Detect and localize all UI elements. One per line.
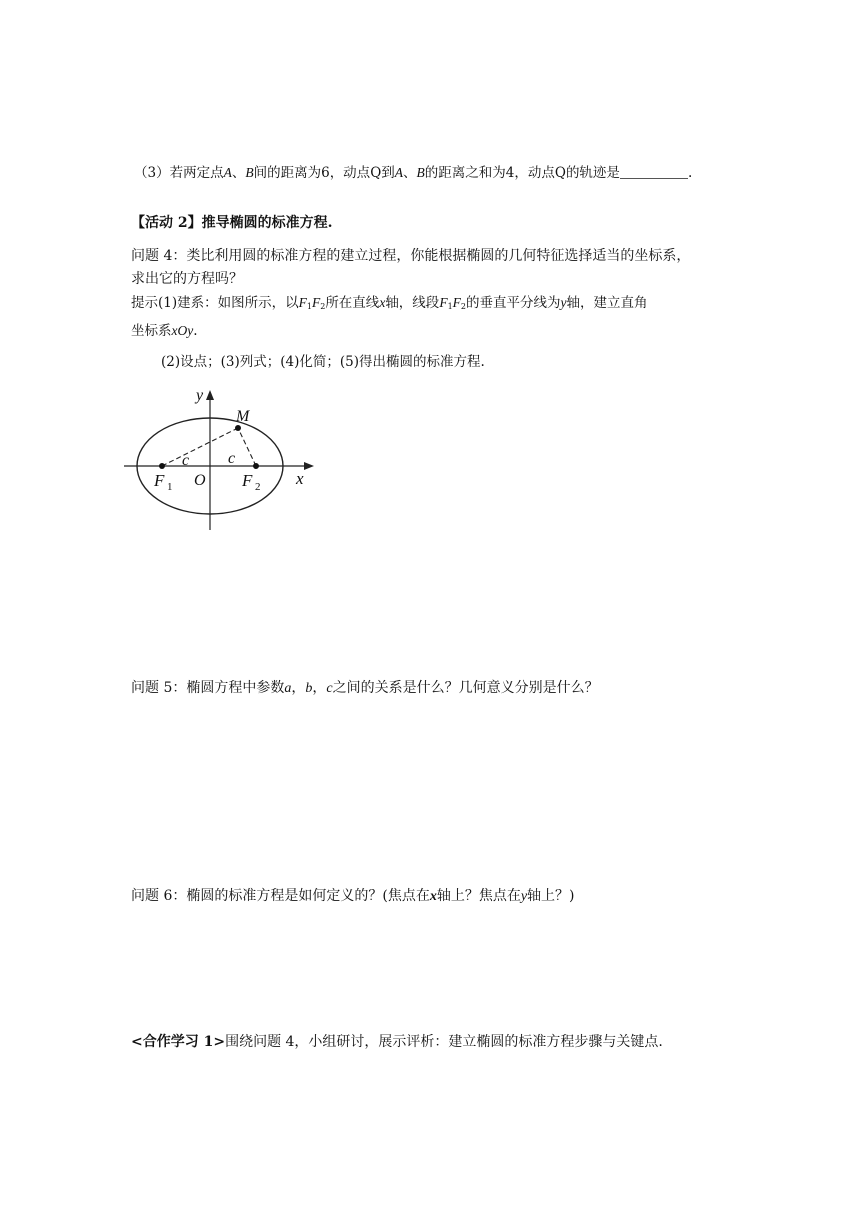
- hint-steps: (2)设点；(3)列式；(4)化简；(5)得出椭圆的标准方程.: [161, 354, 485, 370]
- question-4-line-2: 求出它的方程吗？: [131, 271, 243, 287]
- segment-f1-m: [162, 428, 238, 466]
- cooperative-learning-text: 围绕问题 4，小组研讨，展示评析：建立椭圆的标准方程步骤与关键点.: [225, 1034, 663, 1050]
- point-m: [235, 425, 241, 431]
- x-axis-arrow: [304, 462, 314, 470]
- y-axis-arrow: [206, 390, 214, 400]
- hint-line-2: 坐标系xOy.: [131, 323, 198, 339]
- cooperative-learning-label: <合作学习 1>: [131, 1034, 226, 1050]
- ellipse-diagram: [118, 384, 328, 534]
- label-x: x: [296, 469, 304, 488]
- question-5: 问题 5：椭圆方程中参数a，b，c之间的关系是什么？几何意义分别是什么？: [131, 680, 599, 696]
- question-4-line-1: 问题 4：类比利用圆的标准方程的建立过程，你能根据椭圆的几何特征选择适当的坐标系，: [131, 248, 691, 264]
- label-y: y: [196, 387, 204, 404]
- label-f1-sub: 1: [167, 481, 173, 493]
- question-3-number: （3）: [134, 165, 170, 181]
- focus-f2-point: [253, 463, 259, 469]
- cooperative-learning: [131, 1031, 663, 1053]
- activity-2-title: 推导椭圆的标准方程.: [201, 215, 333, 231]
- segment-f2-m: [238, 428, 256, 466]
- label-f2: F: [242, 471, 253, 490]
- label-f2-sub: 2: [255, 481, 261, 493]
- question-6: 问题 6：椭圆的标准方程是如何定义的？(焦点在x轴上？焦点在y轴上？): [131, 888, 575, 904]
- question-3: （3）若两定点A、B间的距离为6，动点Q到A、B的距离之和为4，动点Q的轨迹是 .: [134, 165, 693, 181]
- label-f1: F: [154, 471, 165, 490]
- label-o: O: [194, 472, 206, 489]
- label-m: M: [236, 408, 250, 425]
- focus-f1-point: [159, 463, 165, 469]
- answer-blank[interactable]: [620, 164, 688, 179]
- activity-2-heading: [131, 212, 333, 234]
- label-c-left: c: [182, 452, 190, 469]
- hint-line-1: 提示(1)建系：如图所示，以$F_1F_2$所在直线x轴，线段$F_1F_2$的垂直平分线为y轴，建立直角: [131, 295, 648, 311]
- label-c-right: c: [228, 450, 236, 467]
- activity-2-label: 【活动 2】: [131, 215, 202, 231]
